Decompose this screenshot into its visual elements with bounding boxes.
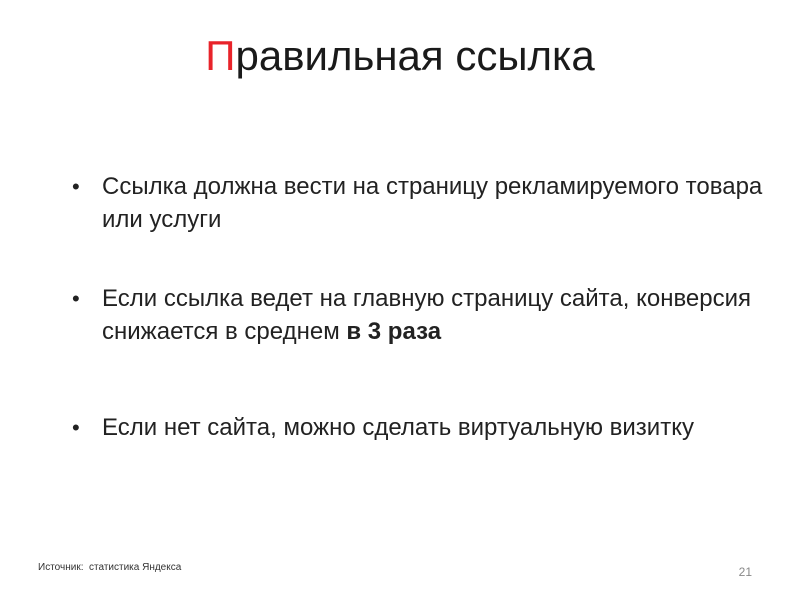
footer-source: Источник: статистика Яндекса bbox=[38, 562, 182, 573]
slide-title bbox=[0, 30, 800, 82]
title-text: равильная ссылка bbox=[235, 32, 595, 79]
bullet-text: Если ссылка ведет на главную страницу сайта, конверсия снижается в среднем bbox=[102, 285, 752, 345]
bullet-list bbox=[70, 170, 770, 444]
title-accent-letter: П bbox=[205, 32, 236, 79]
bullet-text: Если нет сайта, можно сделать виртуальную визитку bbox=[102, 414, 694, 441]
bullet-emphasis: в 3 раза bbox=[346, 318, 442, 345]
page-number: 21 bbox=[738, 565, 752, 579]
bullet-dot-icon: • bbox=[72, 174, 80, 199]
bullet-dot-icon: • bbox=[72, 286, 80, 311]
bullet-item bbox=[70, 282, 770, 348]
bullet-item bbox=[70, 411, 770, 444]
bullet-dot-icon: • bbox=[72, 415, 80, 440]
bullet-item bbox=[70, 170, 770, 236]
bullet-text: Ссылка должна вести на страницу рекламируемого товара или услуги bbox=[102, 173, 763, 233]
